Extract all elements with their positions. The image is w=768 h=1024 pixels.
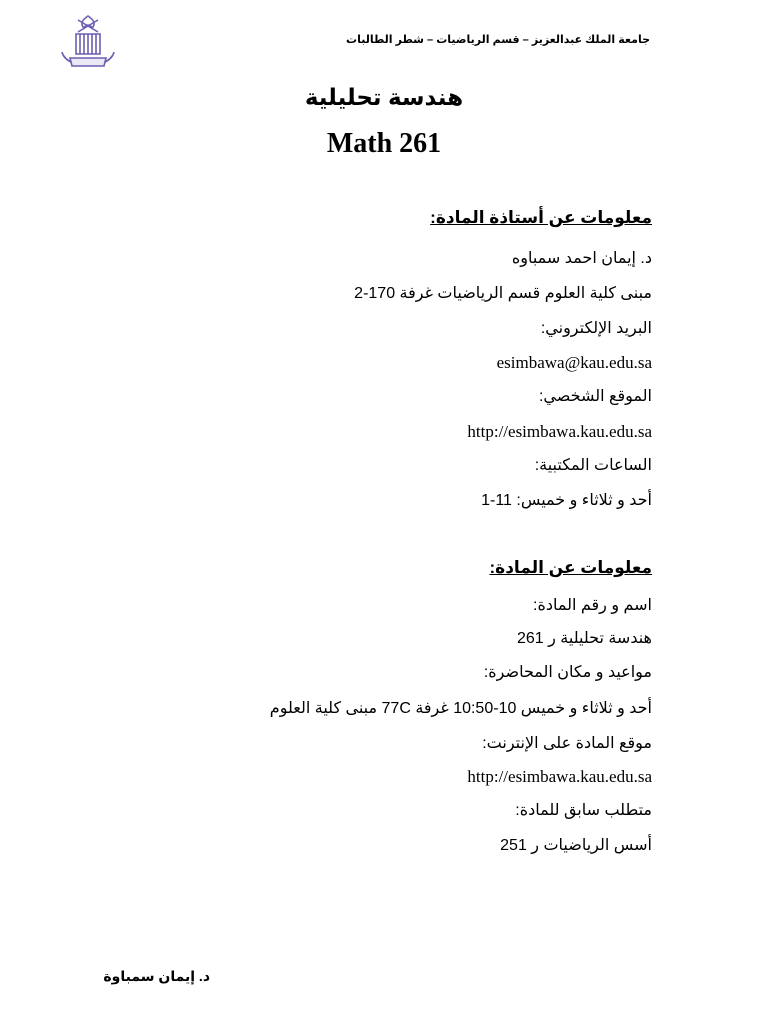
email-label: البريد الإلكتروني: bbox=[540, 320, 652, 337]
course-section-heading: معلومات عن المادة: bbox=[489, 558, 652, 577]
instructor-website-link[interactable]: http://esimbawa.kau.edu.sa bbox=[467, 422, 652, 441]
prerequisite-label: متطلب سابق للمادة: bbox=[515, 802, 652, 819]
instructor-email-link[interactable]: esimbawa@kau.edu.sa bbox=[496, 353, 652, 372]
course-name: هندسة تحليلية ر 261 bbox=[516, 630, 652, 647]
instructor-name: د. إيمان احمد سمباوه bbox=[511, 250, 652, 267]
course-name-label: اسم و رقم المادة: bbox=[533, 597, 652, 614]
website-label: الموقع الشخصي: bbox=[538, 388, 652, 405]
university-logo-icon bbox=[56, 12, 120, 76]
course-schedule: أحد و ثلاثاء و خميس 10-10:50 غرفة 77C مبنى كلية العلوم bbox=[269, 700, 652, 717]
prerequisite: أسس الرياضيات ر 251 bbox=[500, 837, 652, 854]
course-website-label: موقع المادة على الإنترنت: bbox=[482, 735, 652, 752]
footer-signature: د. إيمان سمباوة bbox=[103, 968, 210, 984]
office-hours: أحد و ثلاثاء و خميس: 11-1 bbox=[481, 492, 652, 509]
course-title-arabic: هندسة تحليلية bbox=[304, 84, 464, 110]
instructor-section-heading: معلومات عن أستاذة المادة: bbox=[430, 208, 652, 227]
institution-header: جامعة الملك عبدالعزيز – قسم الرياضيات – شطر الطالبات bbox=[346, 34, 650, 46]
course-website-link[interactable]: http://esimbawa.kau.edu.sa bbox=[467, 767, 652, 786]
schedule-label: مواعيد و مكان المحاضرة: bbox=[483, 664, 652, 681]
instructor-office: مبنى كلية العلوم قسم الرياضيات غرفة 170-2 bbox=[354, 285, 652, 302]
course-title-english: Math 261 bbox=[326, 128, 442, 159]
office-hours-label: الساعات المكتبية: bbox=[534, 457, 652, 474]
